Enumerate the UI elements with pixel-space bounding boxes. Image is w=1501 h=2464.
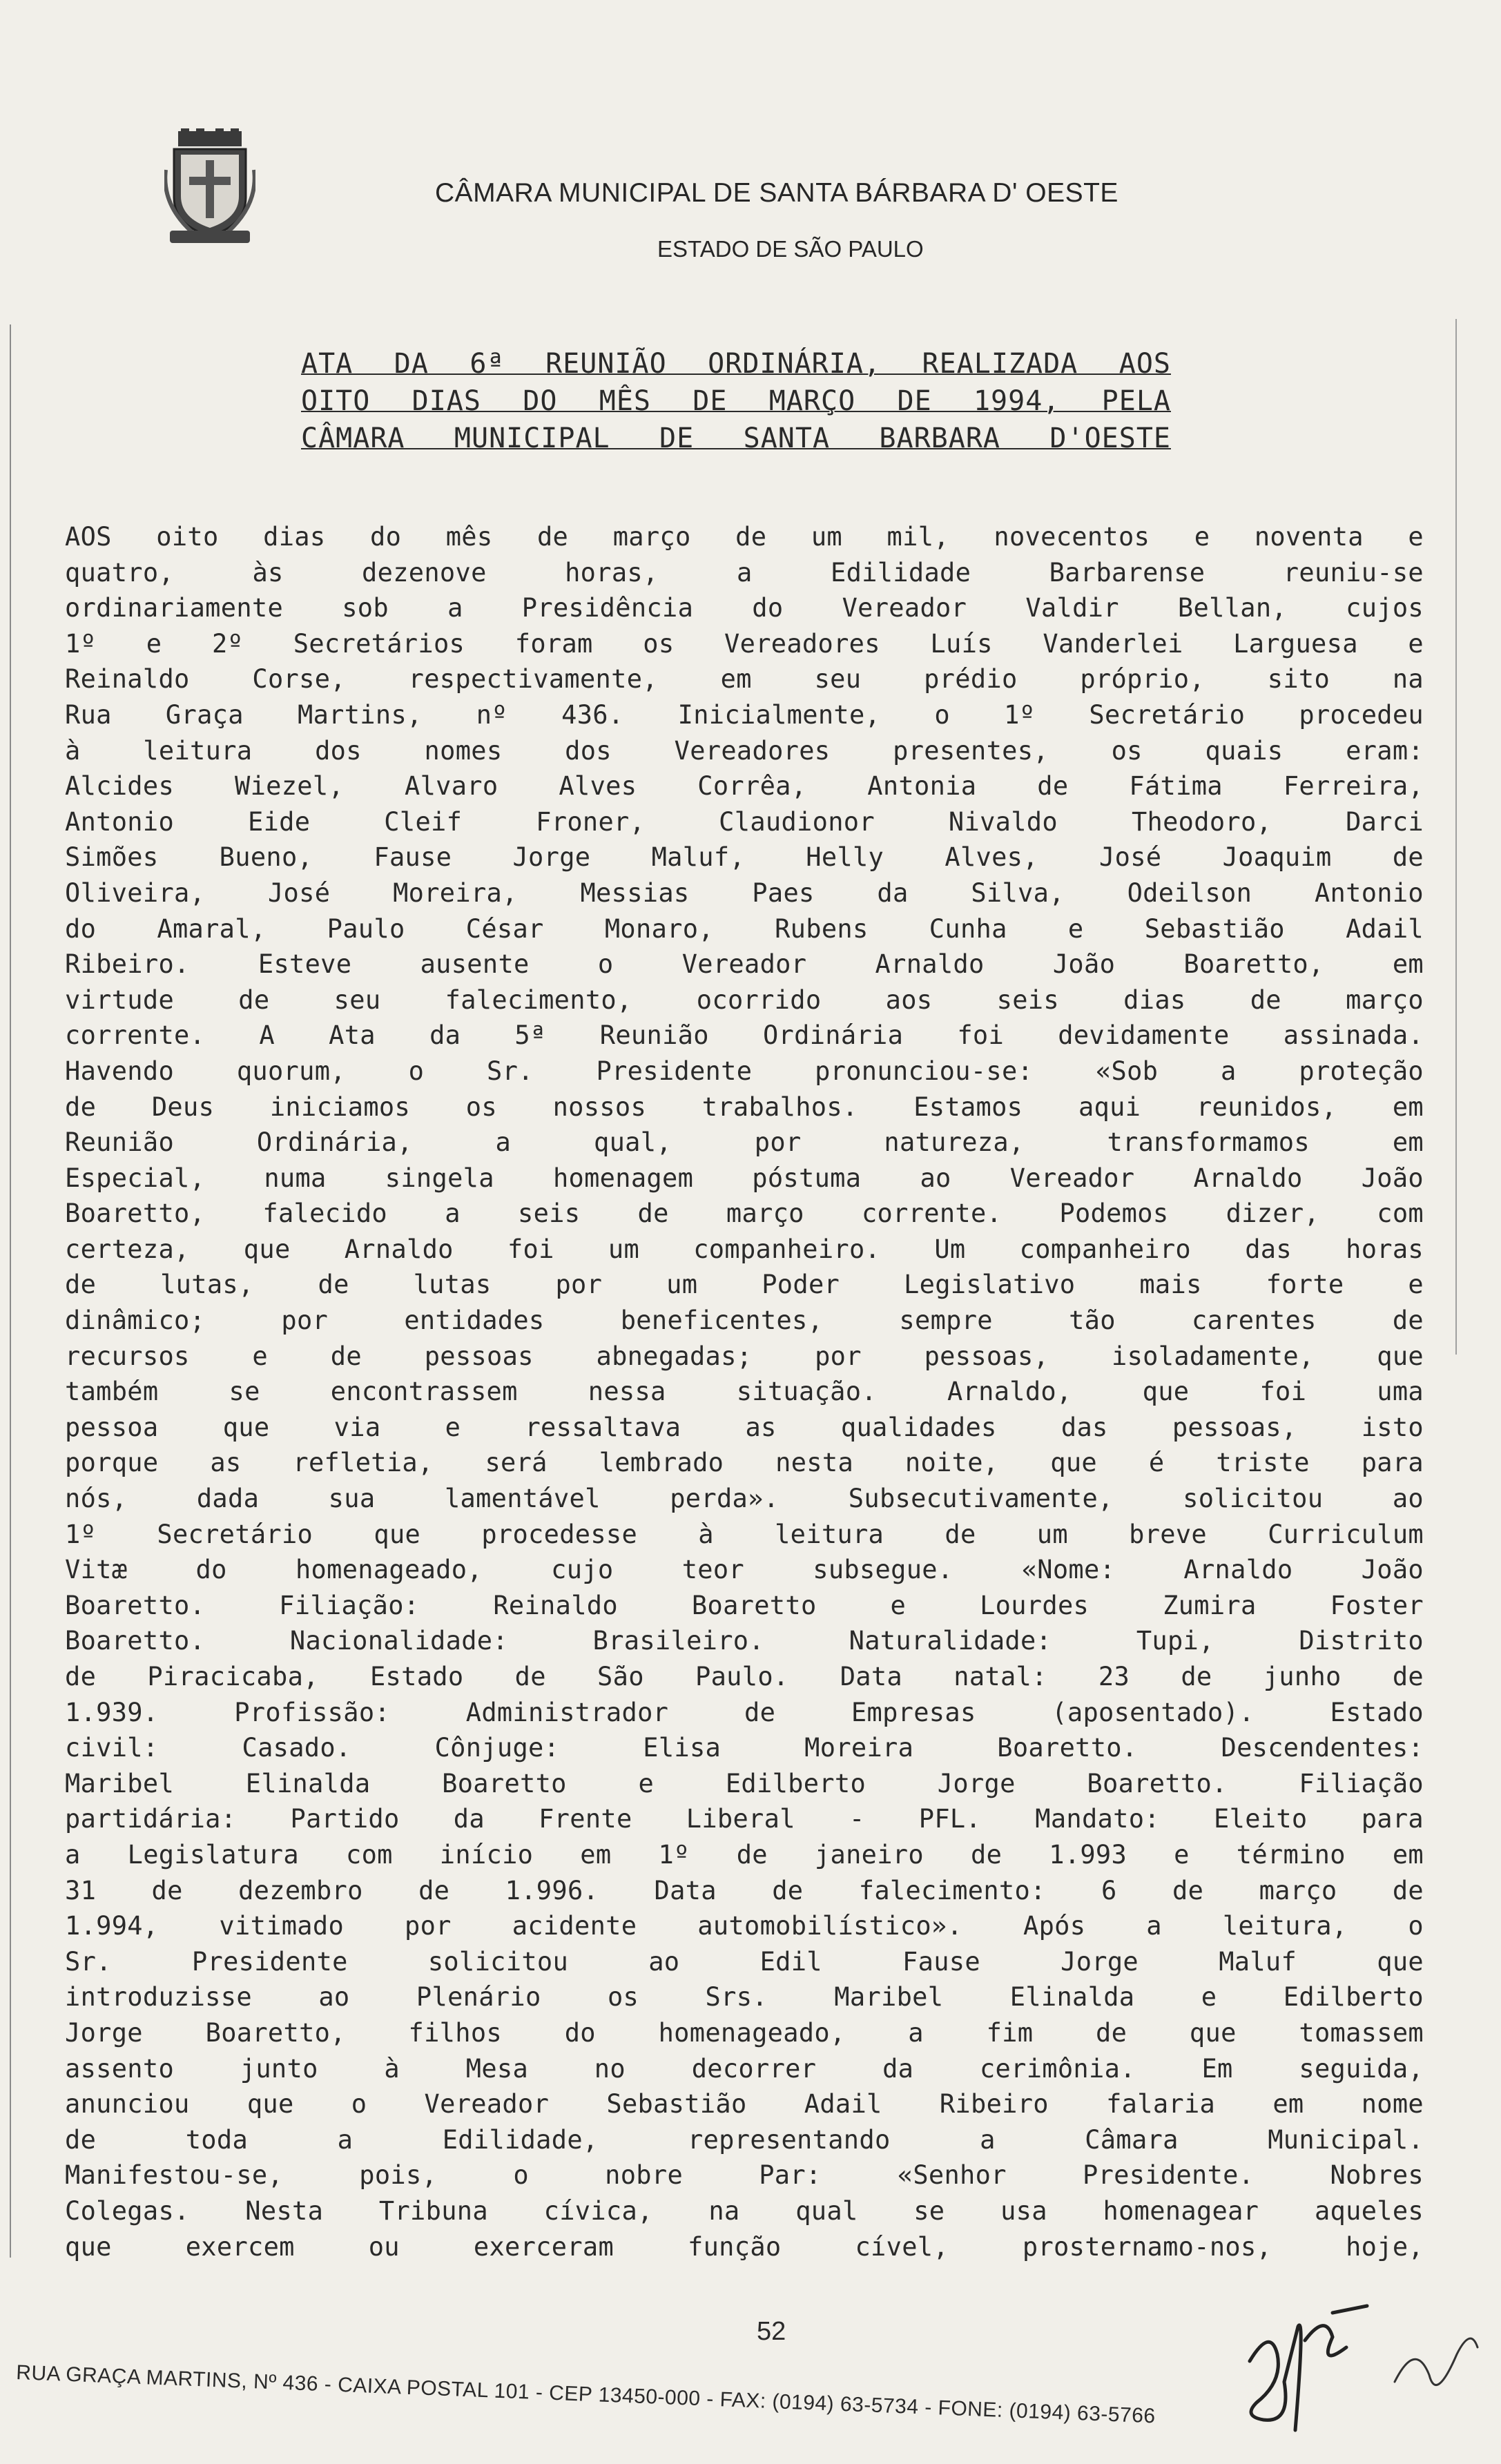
state-name: ESTADO DE SÃO PAULO [657, 236, 924, 262]
margin-rule-left [10, 324, 11, 2258]
body-line: anunciou que o Vereador Sebastião Adail Ribeiro falaria em nome [65, 2089, 1424, 2119]
body-line: de toda a Edilidade, representando a Câmara Municipal. [65, 2124, 1424, 2155]
body-line: do Amaral, Paulo César Monaro, Rubens Cunha e Sebastião Adail [65, 913, 1424, 944]
margin-rule-right [1455, 319, 1457, 1355]
body-line: recursos e de pessoas abnegadas; por pessoas, isoladamente, que [65, 1341, 1424, 1371]
body-line: Boaretto. Filiação: Reinaldo Boaretto e Lourdes Zumira Foster [65, 1590, 1424, 1620]
body-line: assento junto à Mesa no decorrer da cerimônia. Em seguida, [65, 2053, 1424, 2084]
body-line: pessoa que via e ressaltava as qualidades das pessoas, isto [65, 1412, 1424, 1442]
body-line: Rua Graça Martins, nº 436. Inicialmente, o 1º Secretário procedeu [65, 699, 1424, 730]
body-line: Manifestou-se, pois, o nobre Par: «Senhor Presidente. Nobres [65, 2160, 1424, 2191]
body-line: virtude de seu falecimento, ocorrido aos seis dias de março [65, 984, 1424, 1015]
body-line: 31 de dezembro de 1.996. Data de falecimento: 6 de março de [65, 1875, 1424, 1905]
body-line: AOS oito dias do mês de março de um mil, novecentos e noventa e [65, 522, 1424, 552]
body-line: também se encontrassem nessa situação. Arnaldo, que foi uma [65, 1377, 1424, 1407]
body-line: Reinaldo Corse, respectivamente, em seu prédio próprio, sito na [65, 664, 1424, 695]
body-line: Antonio Eide Cleif Froner, Claudionor Nivaldo Theodoro, Darci [65, 806, 1424, 837]
body-line: de Piracicaba, Estado de São Paulo. Data natal: 23 de junho de [65, 1662, 1424, 1691]
minutes-body [65, 519, 1424, 2264]
page-number: 52 [757, 2317, 786, 2346]
institution-name: CÂMARA MUNICIPAL DE SANTA BÁRBARA D' OESTE [435, 178, 1119, 208]
body-line: 1º Secretário que procedesse à leitura de um breve Curriculum [65, 1519, 1424, 1549]
body-line: Maribel Elinalda Boaretto e Edilberto Jorge Boaretto. Filiação [65, 1768, 1424, 1798]
body-line: 1.939. Profissão: Administrador de Empresas (aposentado). Estado [65, 1697, 1424, 1727]
body-line: Boaretto, falecido a seis de março corrente. Podemos dizer, com [65, 1199, 1424, 1229]
body-line: certeza, que Arnaldo foi um companheiro. Um companheiro das horas [65, 1234, 1424, 1264]
body-line: Reunião Ordinária, a qual, por natureza, transformamos em [65, 1127, 1424, 1158]
body-line: Simões Bueno, Fause Jorge Maluf, Helly Alves, José Joaquim de [65, 842, 1424, 873]
body-line: partidária: Partido da Frente Liberal - PFL. Mandato: Eleito para [65, 1804, 1424, 1834]
body-line: Havendo quorum, o Sr. Presidente pronunciou-se: «Sob a proteção [65, 1056, 1424, 1086]
body-line: à leitura dos nomes dos Vereadores presentes, os quais eram: [65, 735, 1424, 766]
body-line: corrente. A Ata da 5ª Reunião Ordinária foi devidamente assinada. [65, 1020, 1424, 1051]
body-line: ordinariamente sob a Presidência do Vereador Valdir Bellan, cujos [65, 593, 1424, 623]
body-line: Alcides Wiezel, Alvaro Alves Corrêa, Antonia de Fátima Ferreira, [65, 771, 1424, 802]
body-line: nós, dada sua lamentável perda». Subsecutivamente, solicitou ao [65, 1484, 1424, 1514]
title-line: CÂMARA MUNICIPAL DE SANTA BARBARA D'OESTE [301, 423, 1171, 454]
title-line: OITO DIAS DO MÊS DE MARÇO DE 1994, PELA [301, 385, 1171, 417]
body-line: de lutas, de lutas por um Poder Legislativo mais forte e [65, 1270, 1424, 1300]
body-line: Jorge Boaretto, filhos do homenageado, a fim de que tomassem [65, 2017, 1424, 2048]
municipal-coat-of-arms-icon [164, 128, 255, 247]
body-line: Boaretto. Nacionalidade: Brasileiro. Naturalidade: Tupi, Distrito [65, 1626, 1424, 1656]
body-line: Sr. Presidente solicitou ao Edil Fause Jorge Maluf que [65, 1946, 1424, 1977]
body-line: de Deus iniciamos os nossos trabalhos. Estamos aqui reunidos, em [65, 1092, 1424, 1122]
body-line: porque as refletia, será lembrado nesta noite, que é triste para [65, 1448, 1424, 1478]
body-line: 1º e 2º Secretários foram os Vereadores Luís Vanderlei Larguesa e [65, 628, 1424, 659]
footer-address: RUA GRAÇA MARTINS, Nº 436 - CAIXA POSTAL 101 - CEP 13450-000 - FAX: (0194) 63-5734 - FONE: (0194) 63-5766 [15, 2361, 1156, 2428]
title-line: ATA DA 6ª REUNIÃO ORDINÁRIA, REALIZADA AOS [301, 348, 1171, 380]
body-line: civil: Casado. Cônjuge: Elisa Moreira Boaretto. Descendentes: [65, 1733, 1424, 1763]
body-line: introduzisse ao Plenário os Srs. Maribel Elinalda e Edilberto [65, 1982, 1424, 2012]
body-line: dinâmico; por entidades beneficentes, sempre tão carentes de [65, 1306, 1424, 1336]
handwritten-signature [1229, 2299, 1491, 2451]
body-line: Ribeiro. Esteve ausente o Vereador Arnaldo João Boaretto, em [65, 949, 1424, 980]
body-line: a Legislatura com início em 1º de janeiro de 1.993 e término em [65, 1839, 1424, 1870]
body-line: Especial, numa singela homenagem póstuma ao Vereador Arnaldo João [65, 1163, 1424, 1193]
body-line: que exercem ou exerceram função cível, prosternamo-nos, hoje, [65, 2231, 1424, 2262]
body-line: Vitæ do homenageado, cujo teor subsegue. «Nome: Arnaldo João [65, 1555, 1424, 1585]
body-line: Oliveira, José Moreira, Messias Paes da Silva, Odeilson Antonio [65, 877, 1424, 908]
minutes-title [301, 345, 1171, 457]
body-line: Colegas. Nesta Tribuna cívica, na qual se usa homenagear aqueles [65, 2195, 1424, 2226]
body-line: quatro, às dezenove horas, a Edilidade Barbarense reuniu-se [65, 557, 1424, 588]
body-line: 1.994, vitimado por acidente automobilístico». Após a leitura, o [65, 1911, 1424, 1941]
